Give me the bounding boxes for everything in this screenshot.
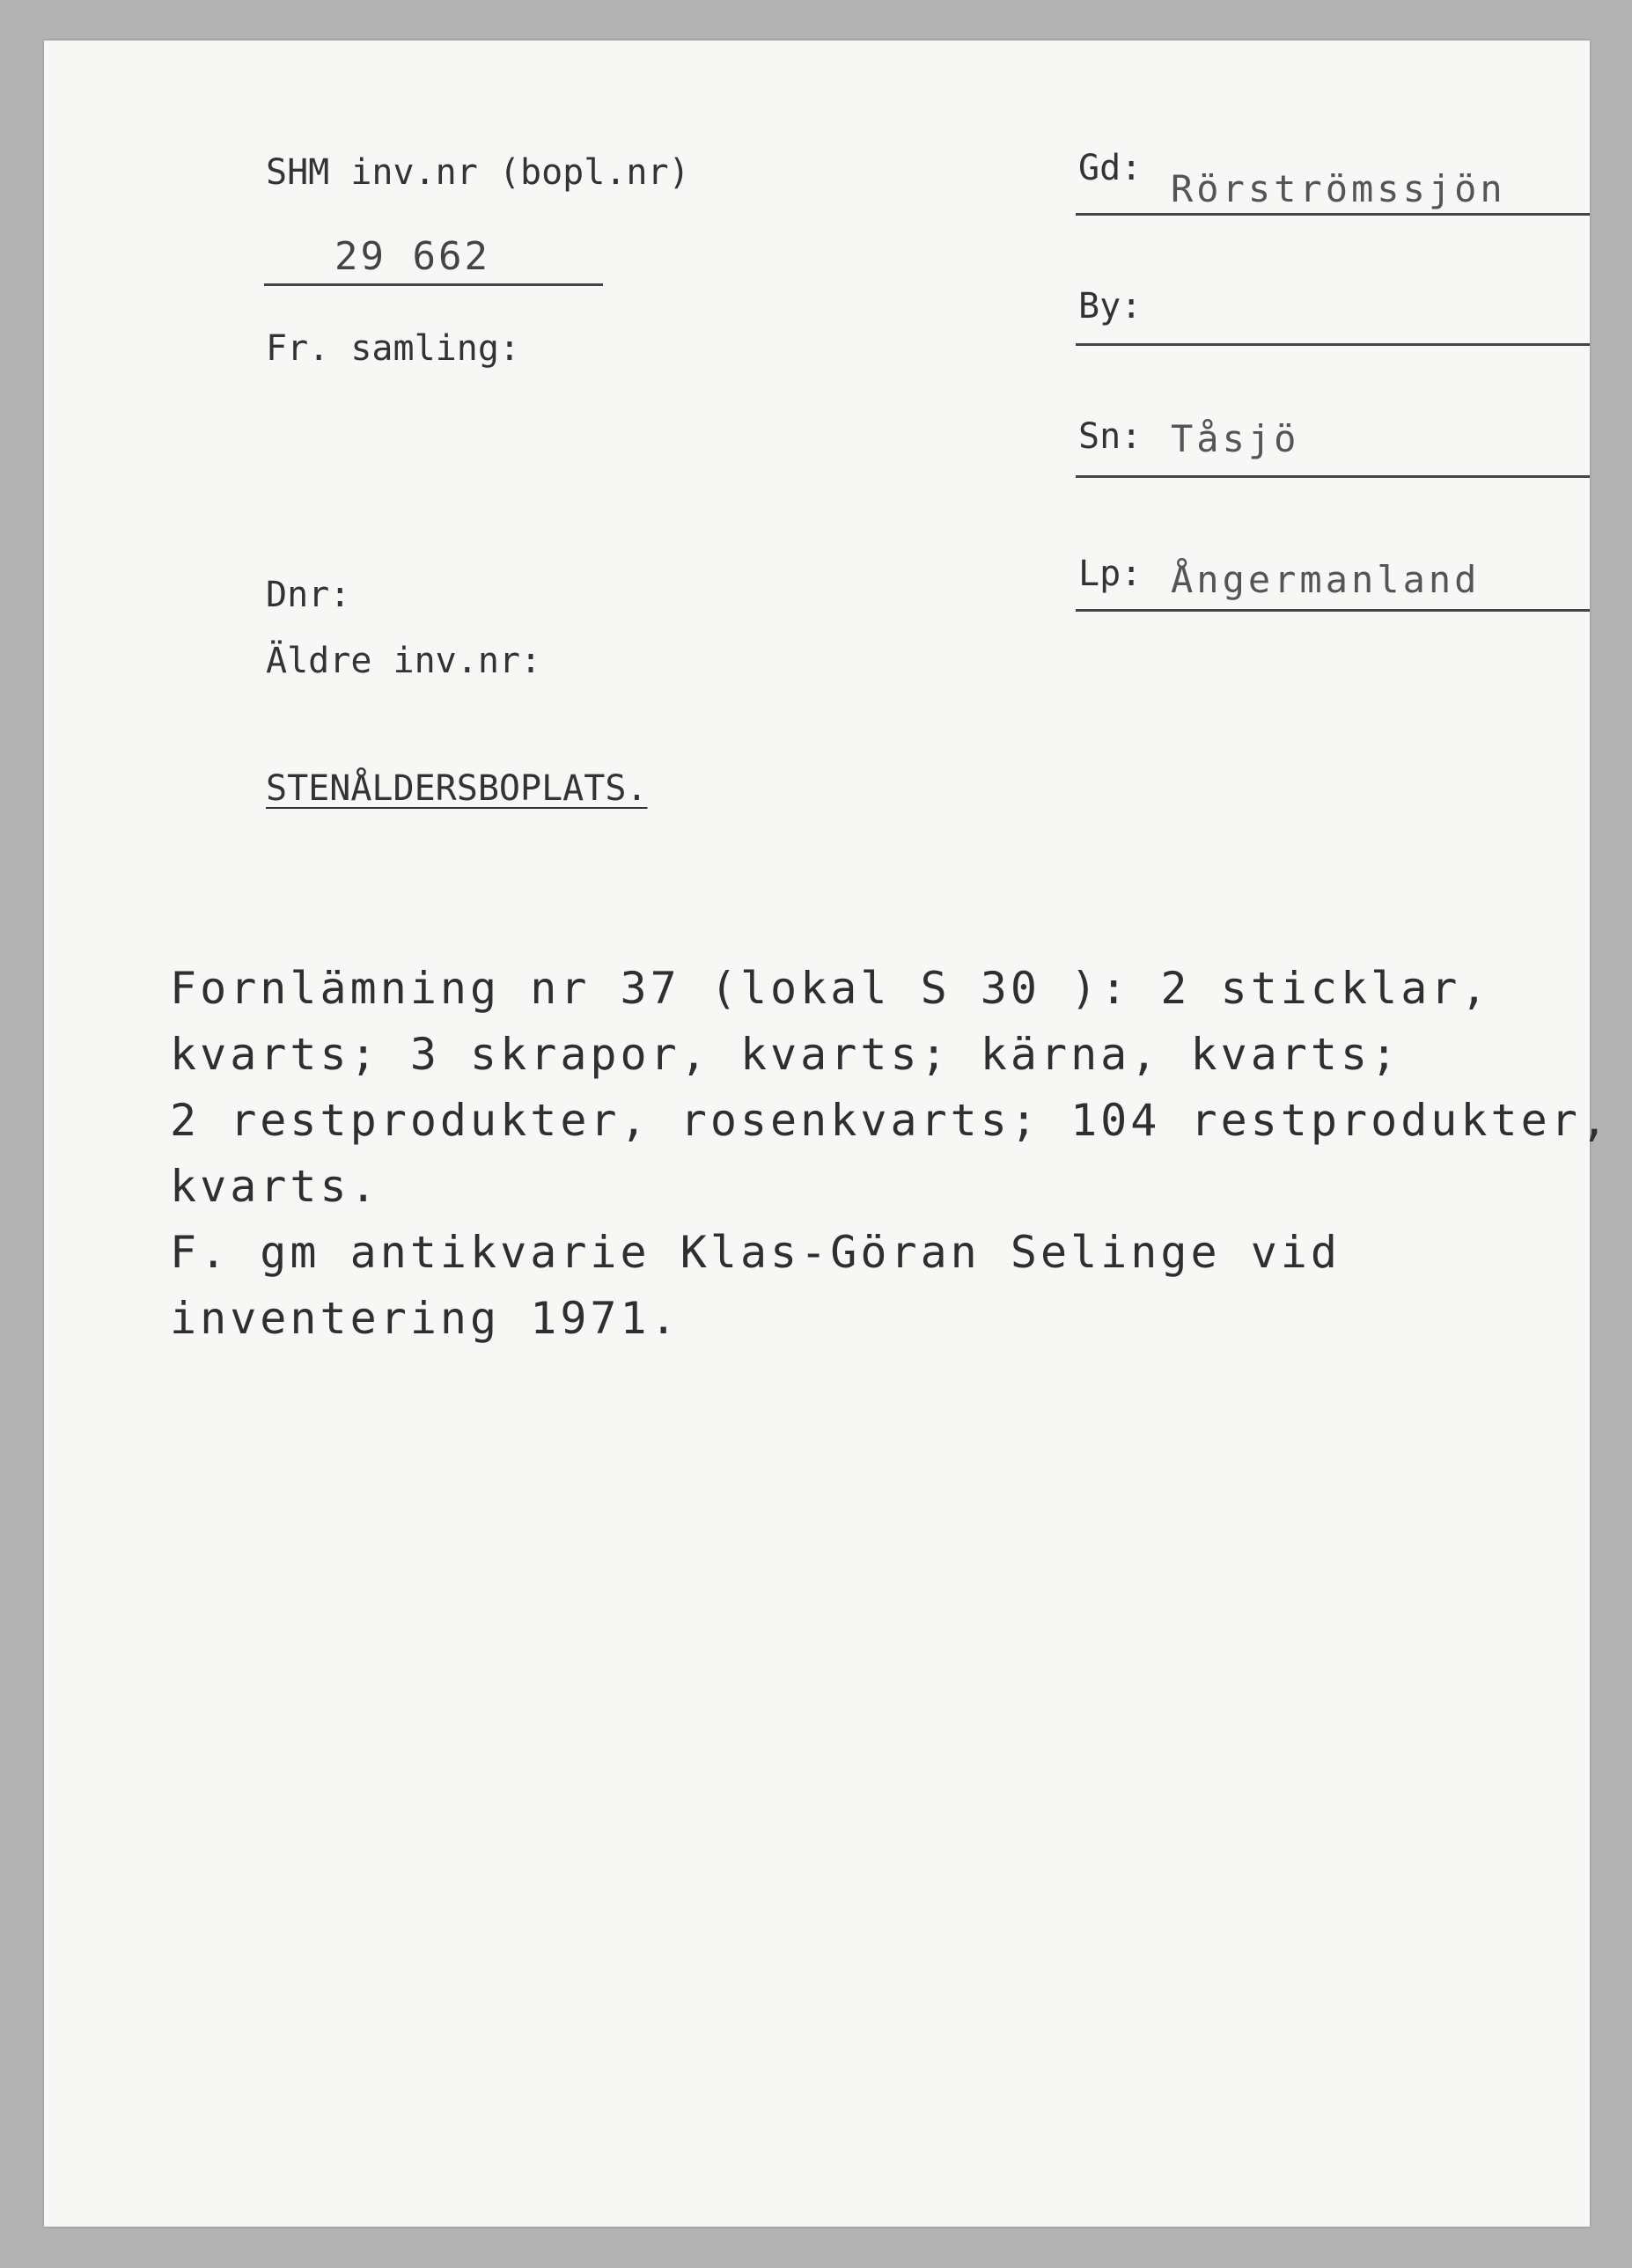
lp-value: Ångermanland [1171,558,1481,601]
description-line: 2 restprodukter, rosenkvarts; 104 restprodukter, [170,1095,1611,1146]
sn-line [1076,475,1590,478]
description-line: kvarts. [170,1161,380,1212]
sn-label: Sn: [1078,416,1143,457]
gd-value: Rörströmssjön [1171,167,1506,210]
dnr-label: Dnr: [266,575,351,615]
description-line: kvarts; 3 skrapor, kvarts; kärna, kvarts; [170,1029,1401,1080]
by-label: By: [1078,286,1143,327]
description-text [170,956,1611,1352]
sn-value: Tåsjö [1171,417,1300,460]
lp-line [1076,609,1590,612]
catalog-card [44,40,1611,2227]
lp-label: Lp: [1078,554,1143,594]
inv-number-underline [264,283,603,286]
description-line: Fornlämning nr 37 (lokal S 30 ): 2 sticklar, [170,963,1491,1014]
gd-label: Gd: [1078,148,1143,188]
fr-samling-label: Fr. samling: [266,328,520,369]
inv-number-label: SHM inv.nr (bopl.nr) [266,152,690,193]
gd-line [1076,213,1590,216]
aldre-inv-label: Äldre inv.nr: [266,641,542,681]
description-line: inventering 1971. [170,1293,680,1344]
category-heading: STENÅLDERSBOPLATS. [266,768,648,809]
description-line: F. gm antikvarie Klas-Göran Selinge vid [170,1227,1341,1278]
by-line [1076,343,1590,346]
inv-number-value: 29 662 [334,234,490,279]
